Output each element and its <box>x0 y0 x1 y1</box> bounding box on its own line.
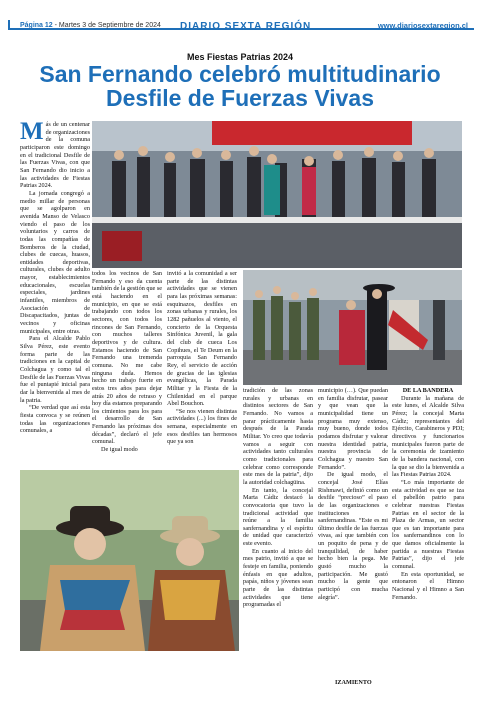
article-column-6 <box>392 387 464 601</box>
title-line-1: San Fernando celebró multitudinario <box>39 61 441 87</box>
col1-paragraph-1: ás de un centenar de organizaciones de la comuna participaron este domingo en el tradicional Desfile de las Fuerzas Vivas, con que San Fernando dio inicio a las actividades de Fiestas Patrias 2024. <box>20 121 90 190</box>
article-column-3 <box>167 270 237 446</box>
col1-paragraph-2: La jornada congregó a medio millar de personas que se agolparon en avenida Manso de Velasco viendo el paso de los voluntarios y carros de todas las compañías de Bomberos de la ciudad, clubes de cuecas, huasos, entidades deportivas, culturales, clubes de adulto mayor, establecimientos educacionales, escuelas especiales, jardines infantiles, miembros de Asociación de Discapacitados, juntas de vecinos y oficinas municipales, entre otras. <box>20 189 90 335</box>
drop-cap: M <box>20 118 44 145</box>
article-column-2 <box>92 270 162 454</box>
page-info <box>20 22 161 29</box>
page-number: Página 12 <box>20 22 53 29</box>
article-column-5 <box>318 387 388 601</box>
article-kicker: Mes Fiestas Patrias 2024 <box>186 52 294 62</box>
col3-paragraph-1: invitó a la comunidad a ser parte de las distintas actividades que se vienen para las próximas semanas: esquinazos, desfiles en zonas urbanas y rurales, los 1282 pañuelos al viento, el concierto de la Orquesta Sinfónica Juvenil, la gala del club de cueca Los Copihues, el Te Deum en la parroquia San Fernando Rey, el servicio de acción de gracias de las iglesias evangélicas, la Parada Militar y la Fiesta de la Chilenidad en el parque Abel Bouchon. <box>167 270 237 408</box>
photo-cueca-dancers <box>243 270 462 385</box>
col5-paragraph-1: municipio (…). Que puedan en familia disfrutar, pasear y que vean que la municipalidad tiene un programa muy extenso, muy bueno, donde todos podamos disfrutar y valorar nuestra identidad patria, nuestra provincia de Colchagua y nuestro San Fernando”. <box>318 387 388 471</box>
page-header <box>0 0 480 40</box>
article-title <box>0 62 480 110</box>
article-column-1 <box>20 118 90 435</box>
col6-paragraph-1: Durante la mañana de este lunes, el Alcalde Silva Pérez; la concejal Marta Cádiz; representantes del Ejército, Carabineros y PDI; directivos y funcionarios municipales fueron parte de la ceremonia de izamiento de la bandera nacional, con la que se dio la bienvenida a las Fiestas Patrias 2024. <box>392 394 464 479</box>
col6-paragraph-2: “Lo más importante de esta actividad es que se iza el pabellón patrio para celebrar nuestras Fiestas Patrias en el sector de la Plaza de Armas, un sector que es tan importante para los sanfernandinos con lo que damos oficialmente la partida a nuestras Fiestas Patrias”, dijo el jefe comunal. <box>392 478 464 571</box>
col4-paragraph-2: En tanto, la concejal Marta Cádiz destacó la convocatoria que tuvo la tradicional actividad que reúne a la familia sanfernandina y el espíritu de unidad que caracterizó este evento. <box>243 486 313 548</box>
title-line-2: Desfile de Fuerzas Vivas <box>105 85 375 111</box>
masthead: DIARIO SEXTA REGIÓN <box>180 21 312 32</box>
col1-paragraph-3: Para el Alcalde Pablo Silva Pérez, este evento forma parte de las tradiciones en la capital de Colchagua y como tal el Desfile de las Fuerzas Vivas fue el puntapié inicial para dar la bienvenida al mes de la patria. <box>20 335 90 404</box>
website-link[interactable]: www.diariosextaregion.cl <box>377 21 468 30</box>
col5-paragraph-2: De igual modo, el concejal José Elías Rishmawi, definió como un desfile “precioso” el paso de las organizaciones e instituciones sanfernandinas. “Este es mi último desfile de las fuerzas vivas, así que también con un poquito de pena y de tranquilidad, de haber hecho bien la pega. Me gustó mucho la participación. Me gustó mucho la gente que participó con mucha alegría”. <box>318 471 388 601</box>
subhead-izamiento: IZAMIENTO <box>335 679 372 686</box>
subhead-de-la-bandera: DE LA BANDERA <box>402 387 454 394</box>
photo-huaso-children <box>20 470 239 651</box>
article-column-4 <box>243 387 313 609</box>
col2-paragraph-1: todos los vecinos de San Fernando y eso da cuenta también de la gestión que se está haciendo en el municipio, en que se está trabajando con todos los sectores, con todos los rincones de San Fernando, con muchos talleres deportivos y de cultura. Estamos haciendo de San Fernando una tremenda comuna. No me cabe ninguna duda. Hemos hecho un trabajo fuerte en estos tres años para dejar atrás 20 años de retraso y hoy día estamos preparando los cimientos para los para el desarrollo de San Fernando las próximas dos décadas”, declaró el jefe comunal. <box>92 270 162 446</box>
col2-paragraph-2: De igual modo <box>101 446 138 454</box>
page-date: - Martes 3 de Septiembre de 2024 <box>54 22 161 29</box>
col4-paragraph-3: En cuanto al inicio del mes patrio, invitó a que se festeje en familia, poniendo énfasis en que adultos, papás, niños y jóvenes sean parte de las distintas actividades que tiene programadas el <box>243 547 313 609</box>
col4-paragraph-1: tradición de las zonas rurales y urbanas en distintos sectores de San Fernando. No vamos a parar prácticamente hasta después de la Parada Militar. Yo creo que todavía vamos a seguir con actividades tanto culturales como tradicionales para celebrar como corresponde este mes de la patria”, dijo la autoridad colchagüina. <box>243 387 313 486</box>
col3-paragraph-2: “Se nos vienen distintas actividades (...) los fines de semana, especialmente en esos desfiles tan hermosos que ya son <box>167 407 237 446</box>
col1-paragraph-4: “De verdad que así esta fiesta convoca y se reúnen todas las organizaciones comunales, a <box>20 404 90 435</box>
photo-officials-stage <box>92 121 462 268</box>
col6-paragraph-3: En esta oportunidad, se entonaron el Himno Nacional y el Himno a San Fernando. <box>392 570 464 601</box>
